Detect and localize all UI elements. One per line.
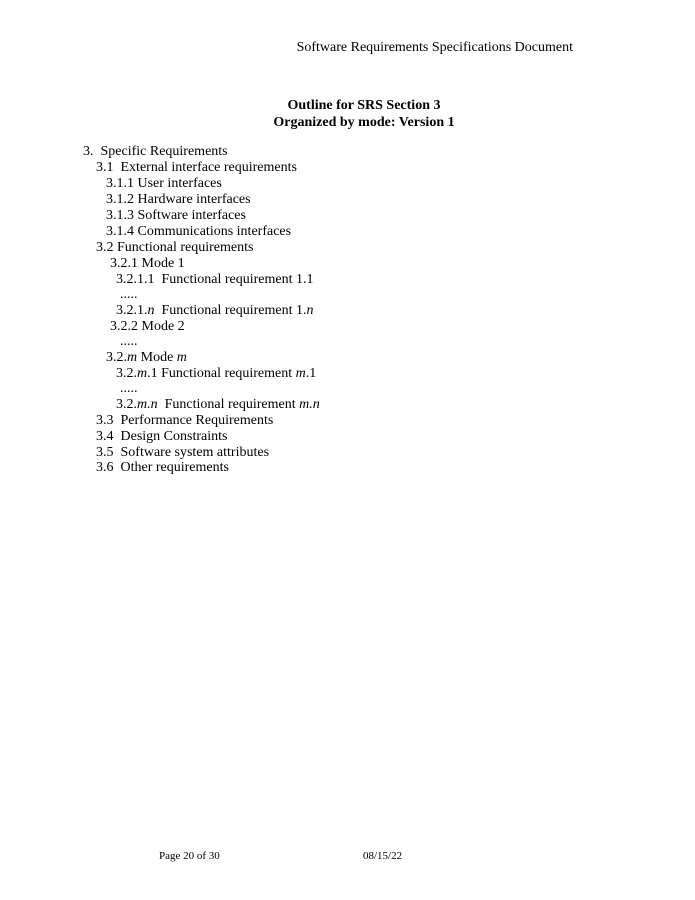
title-line-1: Outline for SRS Section 3 (287, 98, 441, 113)
outline-number: 3.1.4 (106, 224, 134, 239)
outline-text: Hardware interfaces (137, 192, 251, 207)
outline-text: Performance Requirements (120, 413, 274, 428)
outline-item-3-1-1 (106, 176, 222, 192)
outline-text: Mode 2 (141, 319, 185, 334)
outline-number: 3.2.m.1 (116, 366, 158, 381)
outline-text: Design Constraints (120, 429, 228, 444)
outline-text: Other requirements (120, 460, 229, 475)
outline-item-3-2-m-1 (116, 366, 316, 382)
outline-item-3-1-2 (106, 192, 251, 208)
outline-text: Functional requirement 1.n (161, 303, 314, 318)
outline-text: Functional requirement m.1 (161, 366, 317, 381)
outline-text: Software interfaces (137, 208, 246, 223)
outline-item-3-2-1-n (116, 303, 314, 319)
outline-number: 3.1.3 (106, 208, 134, 223)
outline-item-3-1 (96, 160, 297, 176)
outline-number: 3.2.m (106, 350, 138, 365)
outline-text: Software system attributes (120, 445, 270, 460)
outline-text: Specific Requirements (100, 144, 228, 159)
outline-number: 3.5 (96, 445, 114, 460)
running-header: Software Requirements Specifications Document (296, 40, 573, 55)
outline-text: Mode m (140, 350, 187, 365)
outline-number: 3.3 (96, 413, 114, 428)
outline-text: Mode 1 (141, 256, 185, 271)
title-line-2: Organized by mode: Version 1 (273, 115, 455, 130)
outline-number: 3.2.2 (110, 319, 138, 334)
outline-number: 3.2 (96, 240, 114, 255)
outline-number: 3.4 (96, 429, 114, 444)
outline-text: External interface requirements (120, 160, 297, 175)
ellipsis-row: ..... (120, 334, 138, 349)
outline-text: Communications interfaces (137, 224, 292, 239)
outline-item-3-5 (96, 445, 269, 461)
outline-number: 3. (83, 144, 94, 159)
outline-number: 3.2.1 (110, 256, 138, 271)
page-number: Page 20 of 30 (159, 850, 220, 862)
outline-item-3-2-m-n (116, 397, 320, 413)
outline-number: 3.2.1.n (116, 303, 155, 318)
outline-text: User interfaces (137, 176, 222, 191)
footer-date: 08/15/22 (363, 850, 403, 862)
outline-number: 3.2.m.n (116, 397, 158, 412)
outline-number: 3.1 (96, 160, 114, 175)
outline-title (0, 97, 695, 131)
outline-item-3-2 (96, 240, 253, 256)
outline-item-3 (83, 144, 228, 160)
outline-item-3-1-3 (106, 208, 246, 224)
outline-item-3-2-2 (110, 319, 185, 335)
ellipsis-row: ..... (120, 287, 138, 302)
outline-text: Functional requirement 1.1 (161, 272, 314, 287)
outline-item-3-2-m (106, 350, 187, 366)
outline-item-3-2-1-1 (116, 272, 314, 288)
outline-text: Functional requirement m.n (164, 397, 320, 412)
outline-item-3-1-4 (106, 224, 291, 240)
outline-item-3-2-1 (110, 256, 185, 272)
outline-number: 3.2.1.1 (116, 272, 155, 287)
outline-number: 3.1.1 (106, 176, 134, 191)
outline-number: 3.1.2 (106, 192, 134, 207)
outline-item-3-6 (96, 460, 229, 476)
outline-item-3-4 (96, 429, 227, 445)
outline-text: Functional requirements (117, 240, 254, 255)
ellipsis-row: ..... (120, 381, 138, 396)
outline-item-3-3 (96, 413, 273, 429)
outline-number: 3.6 (96, 460, 114, 475)
